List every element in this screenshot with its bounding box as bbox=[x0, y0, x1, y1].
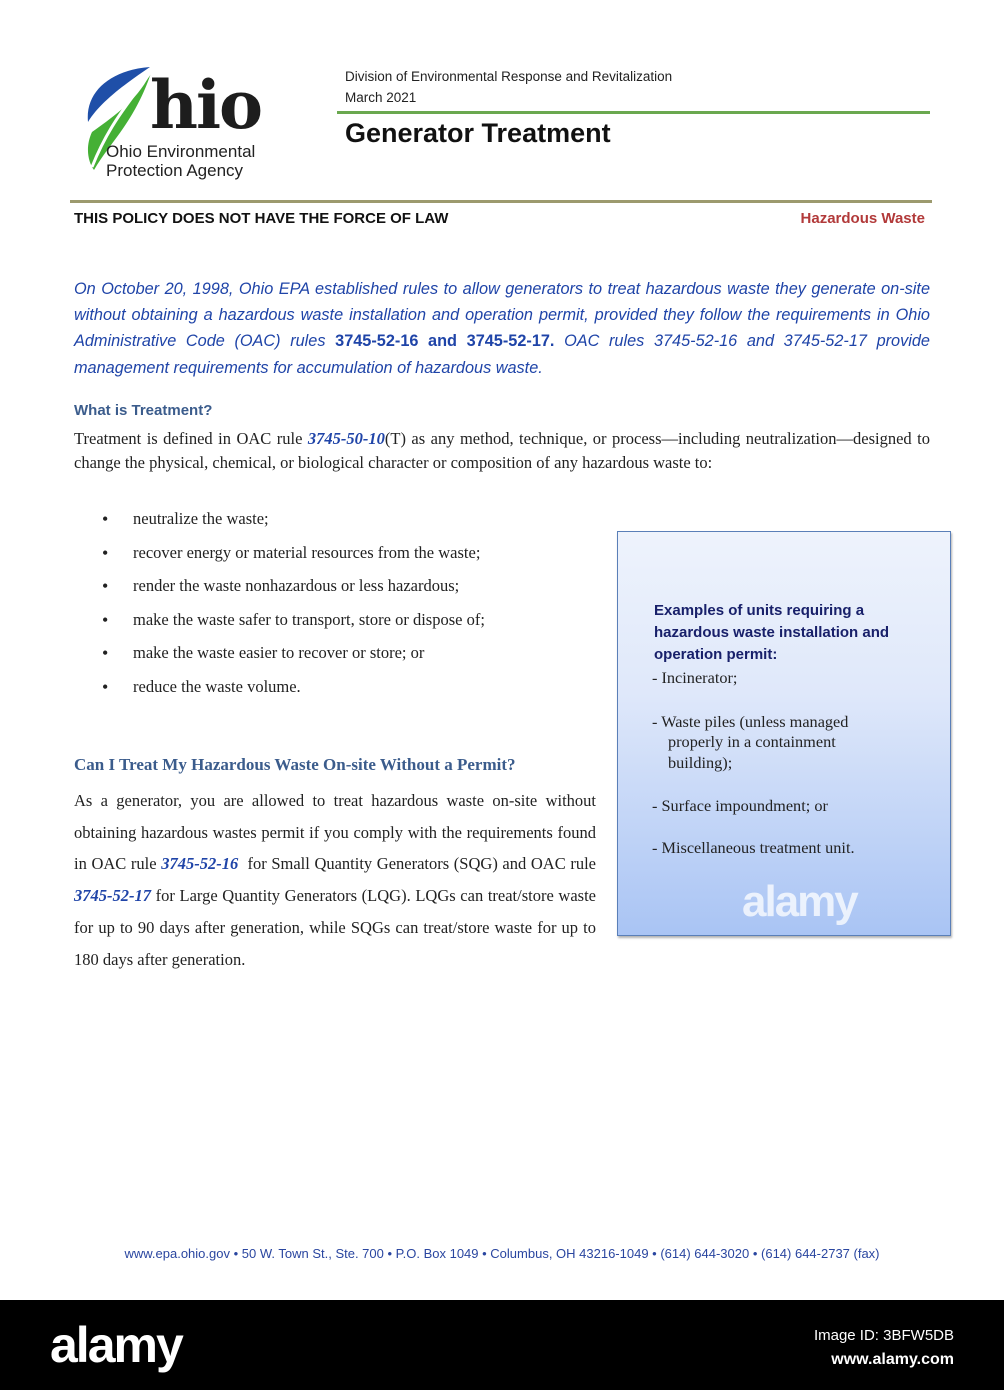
permit-text: As a generator, you are allowed to treat hazardous waste on-site without obtaining hazardous wastes permit if you comply with the requirements found in OAC rule bbox=[74, 791, 596, 874]
box-title: Examples of units requiring a hazardous waste installation and operation permit: bbox=[654, 602, 890, 663]
list-item: • make the waste easier to recover or store; or bbox=[74, 640, 485, 674]
treatment-purpose-list bbox=[74, 506, 485, 707]
list-item: • reduce the waste volume. bbox=[74, 674, 485, 708]
section-heading-permit: Can I Treat My Hazardous Waste On-site Without a Permit? bbox=[74, 755, 516, 774]
page-title: Generator Treatment bbox=[345, 118, 611, 148]
logo-wordmark: hio bbox=[150, 66, 262, 144]
stock-banner bbox=[0, 1300, 1004, 1390]
title-divider bbox=[337, 111, 930, 114]
box-item: building); bbox=[668, 753, 733, 772]
watermark: alamy bbox=[742, 877, 857, 926]
intro-text-2: OAC rules 3745-52-16 and 3745-52-17 provide management requirements for accumulation of hazardous waste. bbox=[74, 332, 930, 377]
publication-date: March 2021 bbox=[345, 90, 417, 105]
permit-text-2: for Small Quantity Generators (SQG) and OAC rule bbox=[238, 854, 601, 874]
header-meta bbox=[345, 66, 672, 108]
logo-subtitle bbox=[106, 142, 255, 180]
image-info bbox=[814, 1324, 954, 1372]
logo-subtitle-line1: Ohio Environmental bbox=[106, 142, 256, 161]
rule-link-3745-52-16[interactable]: 3745-52-16 bbox=[161, 854, 239, 874]
intro-text: On October 20, 1998, Ohio EPA established rules to allow generators to treat hazardous waste they generate on-site without obtaining a hazardous waste installation and operation permit, provided they follow the requirements in Ohio Administrative Code (OAC) rules bbox=[74, 280, 930, 351]
treatment-definition bbox=[74, 427, 930, 474]
list-item: • make the waste safer to transport, store or dispose of; bbox=[74, 607, 485, 641]
category-label: Hazardous Waste bbox=[800, 210, 925, 227]
header-divider bbox=[70, 200, 932, 203]
division-name: Division of Environmental Response and Revitalization bbox=[345, 69, 673, 84]
permit-text-3: for Large Quantity Generators (LQG). LQGs can treat/store waste for up to 90 days after generation, while SQGs can treat/store waste for up to 180 days after generation. bbox=[74, 886, 596, 969]
policy-notice: THIS POLICY DOES NOT HAVE THE FORCE OF LAW bbox=[74, 210, 449, 227]
rule-link-3745-52-17[interactable]: 3745-52-17 bbox=[74, 886, 151, 906]
footer-contact: www.epa.ohio.gov • 50 W. Town St., Ste. 700 • P.O. Box 1049 • Columbus, OH 43216-1049 • (614) 644-3020 • (614) 644-2737 (fax) bbox=[124, 1246, 880, 1261]
list-item: • recover energy or material resources from the waste; bbox=[74, 540, 485, 574]
box-item: - Incinerator; bbox=[652, 668, 738, 687]
definition-text-2: (T) as any method, technique, or process—including neutralization—designed to change the physical, chemical, or biological character or composition of any hazardous waste to: bbox=[74, 429, 930, 472]
permit-paragraph bbox=[74, 785, 601, 975]
section-heading-what-is-treatment: What is Treatment? bbox=[74, 402, 213, 419]
intro-paragraph bbox=[74, 276, 930, 381]
list-item: • neutralize the waste; bbox=[74, 506, 485, 540]
rule-link-3745-50-10[interactable]: 3745-50-10 bbox=[307, 429, 385, 448]
logo-subtitle-line2: Protection Agency bbox=[106, 161, 244, 180]
box-item: - Surface impoundment; or bbox=[652, 796, 828, 815]
definition-text: Treatment is defined in OAC rule bbox=[74, 429, 308, 448]
list-item: • render the waste nonhazardous or less hazardous; bbox=[74, 573, 485, 607]
alamy-url[interactable]: www.alamy.com bbox=[831, 1351, 954, 1368]
box-item: properly in a containment bbox=[668, 732, 836, 751]
permit-examples-box bbox=[617, 531, 951, 936]
alamy-logo: alamy bbox=[50, 1317, 182, 1373]
image-id: Image ID: 3BFW5DB bbox=[813, 1327, 954, 1344]
intro-rule-refs: 3745-52-16 and 3745-52-17. bbox=[335, 332, 555, 351]
box-item: - Miscellaneous treatment unit. bbox=[652, 838, 855, 857]
box-item: - Waste piles (unless managed bbox=[652, 712, 849, 731]
